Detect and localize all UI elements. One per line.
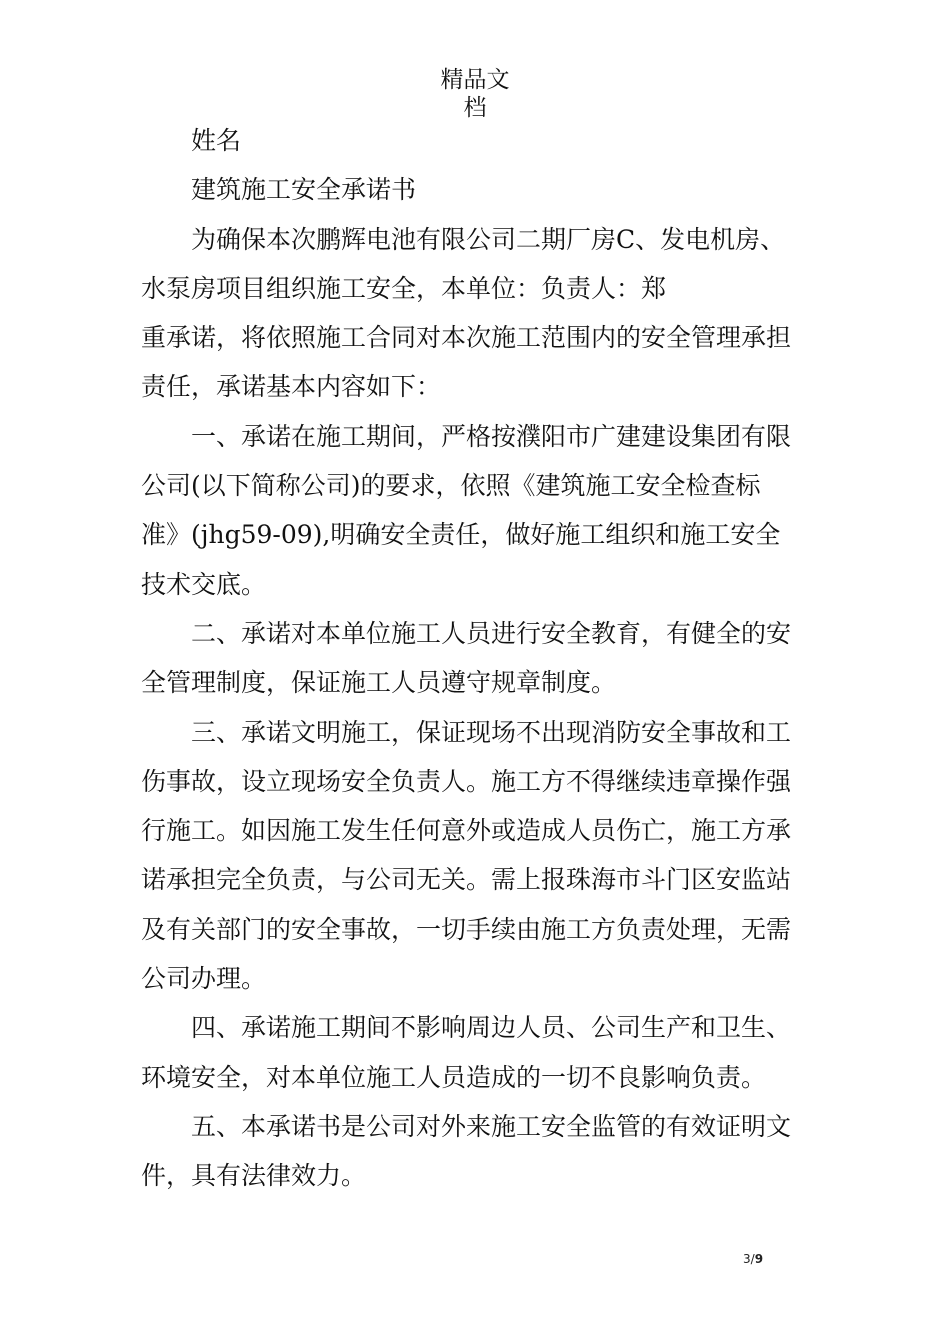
paragraph-line: 二、承诺对本单位施工人员进行安全教育，有健全的安 xyxy=(191,618,792,648)
page-number-total: 9 xyxy=(754,1252,764,1266)
paragraph-line: 四、承诺施工期间不影响周边人员、公司生产和卫生、 xyxy=(191,1013,792,1043)
paragraph xyxy=(141,412,813,609)
paragraph-line: 公司办理。 xyxy=(141,964,267,994)
paragraph xyxy=(141,708,813,1004)
page-number xyxy=(743,1252,763,1266)
page-number-current: 3/ xyxy=(743,1252,755,1266)
document-body xyxy=(141,116,813,1201)
paragraph-line: 三、承诺文明施工，保证现场不出现消防安全事故和工 xyxy=(191,717,792,747)
paragraph-line: 诺承担完全负责，与公司无关。需上报珠海市斗门区安监站 xyxy=(141,865,792,895)
paragraph-line: 重承诺，将依照施工合同对本次施工范围内的安全管理承担 xyxy=(141,323,792,353)
paragraph xyxy=(141,215,813,412)
paragraph-line: 技术交底。 xyxy=(141,569,267,599)
document-title: 建筑施工安全承诺书 xyxy=(191,175,417,205)
header-line-2: 档 xyxy=(463,95,487,121)
paragraph-line: 及有关部门的安全事故，一切手续由施工方负责处理，无需 xyxy=(141,914,792,944)
name-label: 姓名 xyxy=(191,126,242,155)
page-header xyxy=(0,66,950,122)
paragraph-line: 为确保本次鹏辉电池有限公司二期厂房C、发电机房、 xyxy=(191,224,786,254)
paragraph-line: 责任，承诺基本内容如下： xyxy=(141,372,442,402)
paragraph xyxy=(141,609,813,708)
header-line-1: 精品文 xyxy=(440,67,510,93)
paragraph xyxy=(141,1003,813,1102)
paragraph-line: 件，具有法律效力。 xyxy=(141,1161,367,1191)
paragraph-line: 公司(以下简称公司)的要求，依照《建筑施工安全检查标 xyxy=(141,471,761,501)
paragraph xyxy=(141,1102,813,1201)
paragraph-line: 准》(jhg59-09),明确安全责任，做好施工组织和施工安全 xyxy=(141,520,781,550)
paragraph-line: 全管理制度，保证施工人员遵守规章制度。 xyxy=(141,668,617,698)
paragraph-line: 五、本承诺书是公司对外来施工安全监管的有效证明文 xyxy=(191,1111,792,1141)
paragraph-line: 伤事故，设立现场安全负责人。施工方不得继续违章操作强 xyxy=(141,766,792,796)
paragraph-line: 行施工。如因施工发生任何意外或造成人员伤亡，施工方承 xyxy=(141,816,792,846)
paragraph-line: 水泵房项目组织施工安全，本单位：负责人：郑 xyxy=(141,273,667,303)
paragraph-list xyxy=(141,215,813,1201)
paragraph-line: 一、承诺在施工期间，严格按濮阳市广建建设集团有限 xyxy=(191,421,792,451)
paragraph-line: 环境安全，对本单位施工人员造成的一切不良影响负责。 xyxy=(141,1062,767,1092)
